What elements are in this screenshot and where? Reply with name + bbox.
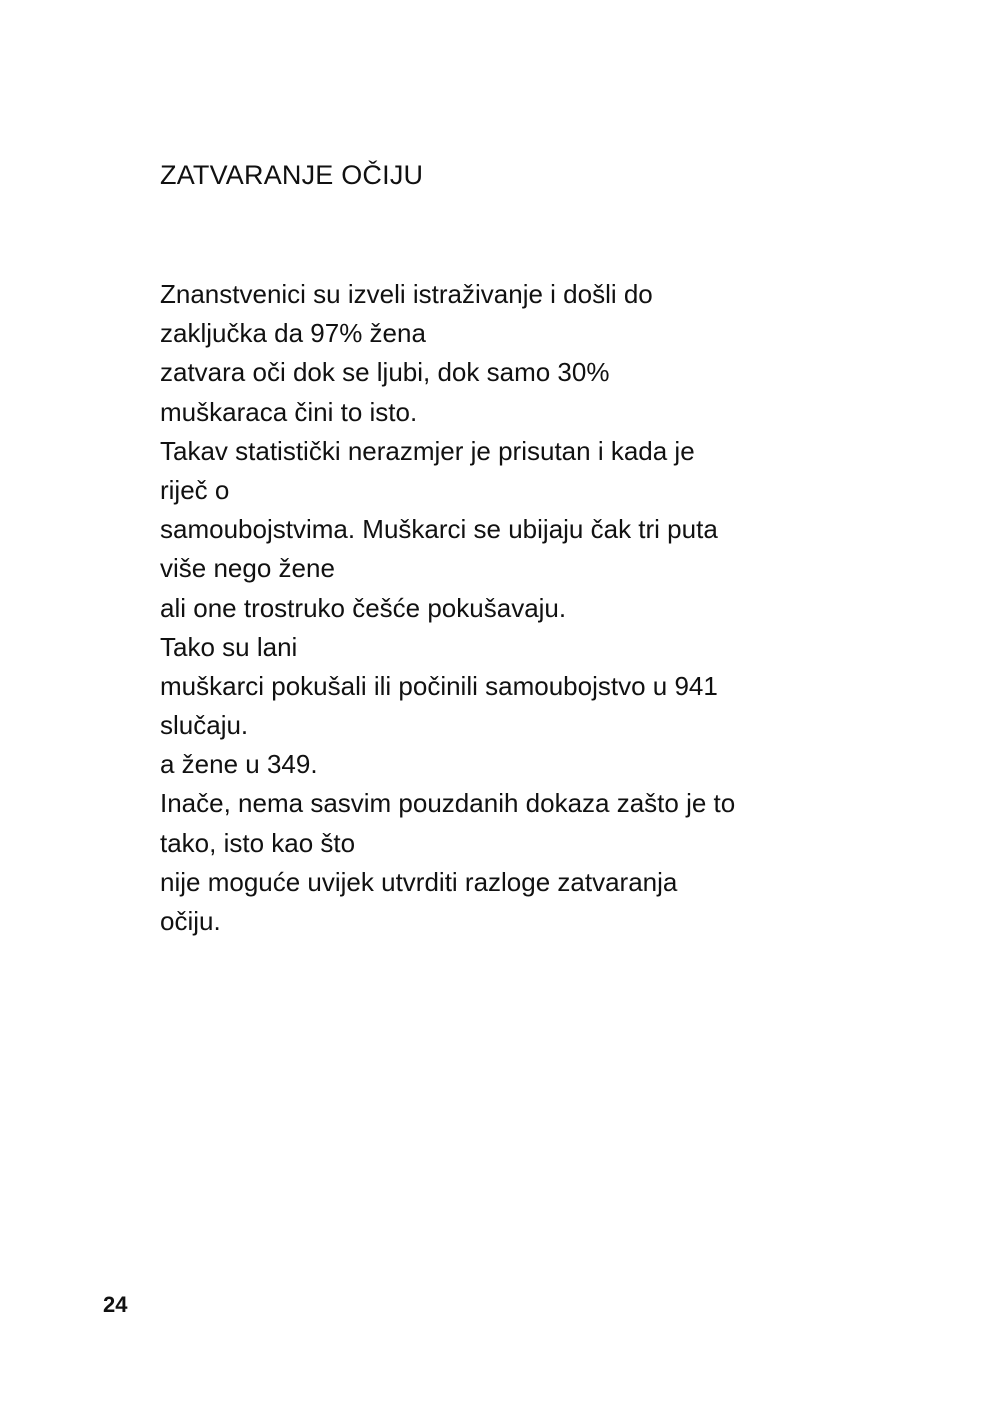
text-line: zaključka da 97% žena bbox=[160, 318, 426, 349]
text-line: muškarci pokušali ili počinili samoubojstvo u 941 bbox=[160, 670, 718, 701]
text-line: muškaraca čini to isto. bbox=[160, 396, 418, 427]
text-line: nije moguće uvijek utvrditi razloge zatvaranja bbox=[160, 866, 678, 897]
text-line: tako, isto kao što bbox=[160, 827, 356, 858]
text-line: ali one trostruko češće pokušavaju. bbox=[160, 592, 567, 623]
page-number: 24 bbox=[103, 1292, 128, 1317]
text-line: a žene u 349. bbox=[160, 749, 318, 780]
text-line: zatvara oči dok se ljubi, dok samo 30% bbox=[160, 357, 610, 388]
text-line: Tako su lani bbox=[160, 631, 298, 662]
text-line: riječ o bbox=[160, 474, 230, 505]
text-line: slučaju. bbox=[160, 710, 249, 741]
text-line: Inače, nema sasvim pouzdanih dokaza zašto je to bbox=[160, 788, 736, 819]
page-title: ZATVARANJE OČIJU bbox=[160, 160, 424, 190]
text-line: samoubojstvima. Muškarci se ubijaju čak tri puta bbox=[160, 514, 718, 545]
text-line: Znanstvenici su izveli istraživanje i došli do bbox=[160, 279, 653, 309]
text-line: očiju. bbox=[160, 906, 221, 936]
text-line: Takav statistički nerazmjer je prisutan i kada je bbox=[160, 435, 695, 466]
text-line: više nego žene bbox=[160, 553, 335, 584]
body-text bbox=[160, 275, 860, 941]
